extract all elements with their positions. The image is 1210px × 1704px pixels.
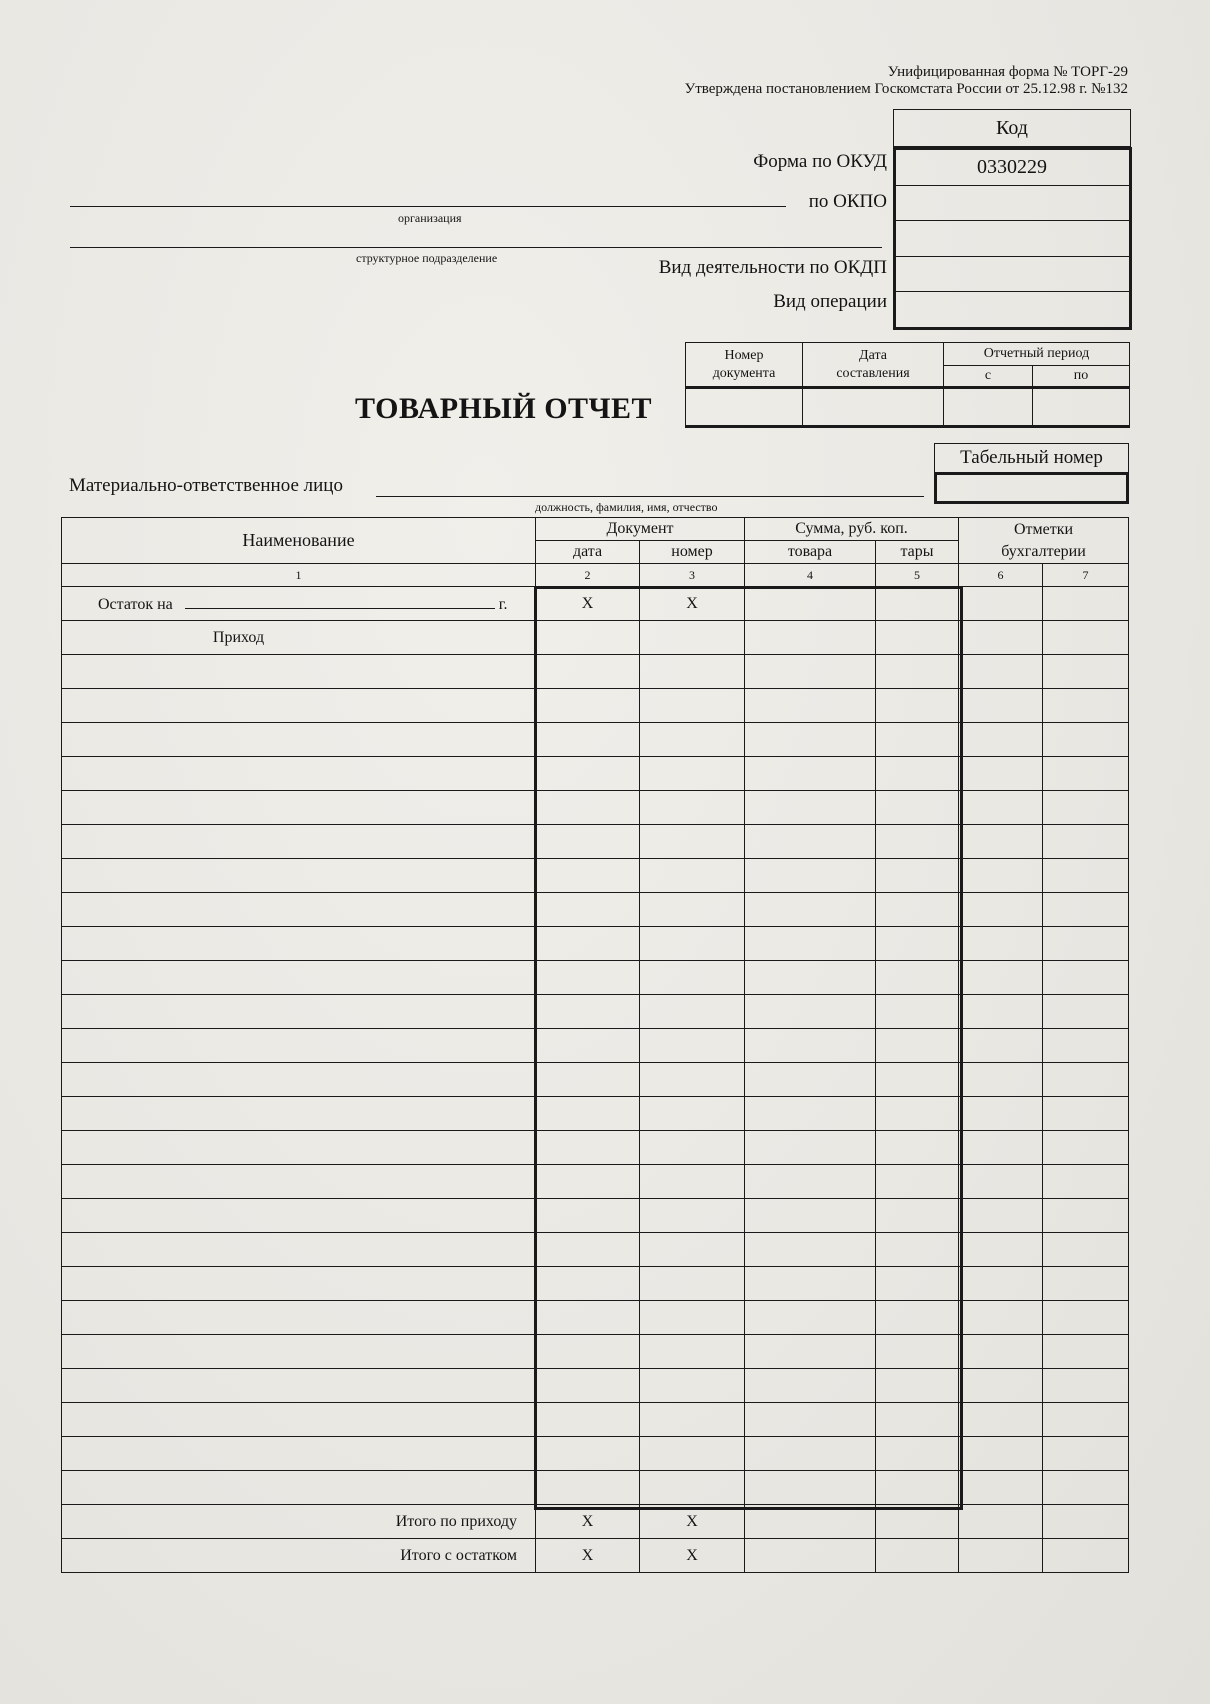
table-row <box>62 1335 1129 1369</box>
table-cell[interactable] <box>62 1267 536 1301</box>
table-row <box>62 859 1129 893</box>
table-cell[interactable] <box>640 689 745 723</box>
table-cell[interactable] <box>1043 1403 1129 1437</box>
tab-number-box <box>934 443 1129 504</box>
table-row <box>62 1369 1129 1403</box>
table-cell[interactable] <box>876 587 959 621</box>
table-row <box>62 723 1129 757</box>
table-cell[interactable] <box>1043 995 1129 1029</box>
table-cell[interactable] <box>62 1369 536 1403</box>
table-cell[interactable] <box>959 689 1043 723</box>
table-cell[interactable] <box>1043 927 1129 961</box>
responsible-label: Материально-ответственное лицо <box>69 475 343 496</box>
okud-label: Форма по ОКУД <box>753 151 887 172</box>
table-cell[interactable] <box>876 621 959 655</box>
table-cell[interactable] <box>640 859 745 893</box>
table-cell[interactable] <box>62 927 536 961</box>
table-cell[interactable] <box>536 1165 640 1199</box>
table-row <box>62 1131 1129 1165</box>
operation-label: Вид операции <box>773 291 887 312</box>
department-caption: структурное подразделение <box>356 251 498 265</box>
table-cell[interactable] <box>62 893 536 927</box>
table-cell[interactable] <box>536 1471 640 1505</box>
table-cell[interactable] <box>745 1437 876 1471</box>
table-cell[interactable] <box>1043 757 1129 791</box>
table-cell[interactable] <box>745 927 876 961</box>
table-cell[interactable] <box>959 1539 1043 1573</box>
table-cell[interactable] <box>536 995 640 1029</box>
table-cell[interactable] <box>640 893 745 927</box>
table-cell[interactable] <box>536 621 640 655</box>
table-cell[interactable] <box>62 1471 536 1505</box>
table-cell[interactable] <box>876 723 959 757</box>
table-cell[interactable] <box>876 1029 959 1063</box>
table-cell[interactable] <box>536 1403 640 1437</box>
table-cell[interactable] <box>959 961 1043 995</box>
column-number-row <box>62 564 1129 587</box>
table-cell[interactable] <box>745 1063 876 1097</box>
table-cell[interactable] <box>536 757 640 791</box>
table-cell[interactable] <box>536 1097 640 1131</box>
table-cell[interactable] <box>640 1165 745 1199</box>
table-row <box>62 1165 1129 1199</box>
table-cell[interactable] <box>640 1199 745 1233</box>
table-cell[interactable] <box>959 1505 1043 1539</box>
col-goods-header: товара <box>745 541 876 564</box>
table-cell[interactable] <box>959 791 1043 825</box>
table-cell[interactable] <box>62 825 536 859</box>
table-cell[interactable] <box>745 1029 876 1063</box>
col-document-header: Документ <box>536 518 745 541</box>
table-cell[interactable] <box>1043 723 1129 757</box>
table-cell[interactable] <box>745 1403 876 1437</box>
col-marks-header <box>959 518 1129 564</box>
balance-label: Остаток на <box>98 595 173 613</box>
document-info-box <box>685 342 1130 428</box>
table-cell[interactable] <box>876 757 959 791</box>
table-cell[interactable] <box>536 1369 640 1403</box>
table-cell[interactable] <box>876 655 959 689</box>
col-number-header: номер <box>640 541 745 564</box>
okdp-code-cell[interactable] <box>896 257 1129 293</box>
table-cell[interactable] <box>640 1029 745 1063</box>
table-cell[interactable] <box>745 723 876 757</box>
table-cell[interactable] <box>1043 1233 1129 1267</box>
table-cell[interactable] <box>876 961 959 995</box>
total-income-row <box>62 1505 1129 1539</box>
table-cell[interactable] <box>959 1233 1043 1267</box>
code-box <box>893 109 1131 329</box>
table-cell[interactable] <box>536 1063 640 1097</box>
table-cell[interactable] <box>640 621 745 655</box>
table-cell[interactable] <box>62 1165 536 1199</box>
table-cell[interactable] <box>536 961 640 995</box>
table-cell[interactable] <box>62 1199 536 1233</box>
doc-date-header <box>803 343 944 388</box>
table-row <box>62 1301 1129 1335</box>
table-cell[interactable] <box>536 1199 640 1233</box>
table-cell[interactable] <box>536 1267 640 1301</box>
table-cell[interactable] <box>876 1539 959 1573</box>
table-cell[interactable] <box>745 1505 876 1539</box>
okdp-label: Вид деятельности по ОКДП <box>658 257 887 278</box>
table-cell[interactable] <box>959 1097 1043 1131</box>
table-cell[interactable] <box>1043 1437 1129 1471</box>
table-cell[interactable] <box>876 1505 959 1539</box>
table-cell[interactable] <box>745 1097 876 1131</box>
table-row <box>62 961 1129 995</box>
form-approval-line: Утверждена постановлением Госкомстата России от 25.12.98 г. №132 <box>684 81 1128 97</box>
form-header <box>685 64 1128 98</box>
form-code-line: Унифицированная форма № ТОРГ-29 <box>887 64 1128 80</box>
table-cell[interactable] <box>1043 1131 1129 1165</box>
table-cell[interactable] <box>1043 1505 1129 1539</box>
table-cell[interactable] <box>959 1029 1043 1063</box>
table-cell[interactable] <box>1043 961 1129 995</box>
table-row <box>62 1267 1129 1301</box>
table-cell[interactable] <box>876 1301 959 1335</box>
table-cell[interactable] <box>745 587 876 621</box>
table-cell[interactable] <box>1043 1369 1129 1403</box>
table-cell[interactable] <box>62 1233 536 1267</box>
tab-number-field[interactable] <box>934 472 1129 504</box>
table-cell[interactable] <box>62 1301 536 1335</box>
table-cell[interactable] <box>959 995 1043 1029</box>
table-cell[interactable] <box>1043 689 1129 723</box>
table-cell[interactable] <box>876 1471 959 1505</box>
total-with-balance-row <box>62 1539 1129 1573</box>
table-cell[interactable] <box>876 1437 959 1471</box>
table-cell[interactable] <box>745 1131 876 1165</box>
table-cell[interactable] <box>959 1267 1043 1301</box>
table-cell[interactable] <box>745 1233 876 1267</box>
period-from-header: с <box>944 366 1033 388</box>
period-header: Отчетный период <box>944 343 1130 366</box>
table-row <box>62 689 1129 723</box>
table-cell[interactable] <box>745 1335 876 1369</box>
table-cell[interactable] <box>745 1301 876 1335</box>
table-cell[interactable] <box>536 1131 640 1165</box>
x-mark: X <box>640 587 745 621</box>
table-cell[interactable] <box>1043 621 1129 655</box>
table-cell[interactable] <box>1043 1301 1129 1335</box>
table-cell[interactable] <box>62 1403 536 1437</box>
col-num: 7 <box>1043 564 1129 587</box>
table-cell[interactable] <box>745 995 876 1029</box>
table-row <box>62 995 1129 1029</box>
table-row <box>62 1029 1129 1063</box>
okud-code-cell[interactable]: 0330229 <box>896 150 1129 186</box>
table-cell[interactable] <box>959 757 1043 791</box>
table-cell[interactable] <box>62 1335 536 1369</box>
income-label-text: Приход <box>212 628 265 646</box>
table-cell[interactable] <box>745 791 876 825</box>
table-cell[interactable] <box>536 689 640 723</box>
table-row <box>62 1199 1129 1233</box>
table-row <box>62 655 1129 689</box>
table-cell[interactable] <box>959 1199 1043 1233</box>
table-cell[interactable] <box>745 859 876 893</box>
table-cell[interactable] <box>876 1063 959 1097</box>
table-cell[interactable] <box>959 1063 1043 1097</box>
income-header-row <box>62 621 1129 655</box>
table-cell[interactable] <box>1043 859 1129 893</box>
doc-date-header-l2: составления <box>836 365 910 381</box>
table-cell[interactable] <box>536 1335 640 1369</box>
doc-date-header-l1: Дата <box>859 347 887 363</box>
col-name-header: Наименование <box>62 518 536 564</box>
table-cell[interactable] <box>876 1267 959 1301</box>
table-cell[interactable] <box>959 825 1043 859</box>
table-cell[interactable] <box>536 791 640 825</box>
table-row <box>62 825 1129 859</box>
table-cell[interactable] <box>876 1233 959 1267</box>
table-cell[interactable] <box>959 587 1043 621</box>
department-line[interactable] <box>70 247 882 248</box>
table-cell[interactable] <box>745 893 876 927</box>
balance-row <box>62 587 1129 621</box>
table-cell[interactable] <box>640 927 745 961</box>
doc-number-header-l1: Номер <box>724 347 764 363</box>
table-row <box>62 1097 1129 1131</box>
table-cell[interactable] <box>640 757 745 791</box>
x-mark: X <box>640 1539 745 1573</box>
table-cell[interactable] <box>640 961 745 995</box>
col-num: 5 <box>876 564 959 587</box>
tab-number-label: Табельный номер <box>934 443 1129 472</box>
goods-report-table <box>61 517 1128 1573</box>
doc-number-header <box>686 343 803 388</box>
col-num: 3 <box>640 564 745 587</box>
table-cell[interactable] <box>959 1437 1043 1471</box>
table-cell[interactable] <box>62 757 536 791</box>
col-num: 6 <box>959 564 1043 587</box>
table-cell[interactable] <box>62 1063 536 1097</box>
table-cell[interactable] <box>1043 1471 1129 1505</box>
table-row <box>62 1063 1129 1097</box>
period-from-field[interactable] <box>944 388 1033 427</box>
table-cell[interactable] <box>640 791 745 825</box>
table-cell[interactable] <box>640 1301 745 1335</box>
table-cell[interactable] <box>959 1369 1043 1403</box>
table-cell[interactable] <box>640 1097 745 1131</box>
table-cell[interactable] <box>745 689 876 723</box>
table-cell[interactable] <box>876 1131 959 1165</box>
table-cell[interactable] <box>640 655 745 689</box>
table-cell[interactable] <box>745 1369 876 1403</box>
table-cell[interactable] <box>745 1539 876 1573</box>
table-cell[interactable] <box>640 1403 745 1437</box>
table-cell[interactable] <box>959 1403 1043 1437</box>
table-cell[interactable] <box>536 927 640 961</box>
col-date-header: дата <box>536 541 640 564</box>
table-cell[interactable] <box>62 995 536 1029</box>
x-mark: X <box>536 1505 640 1539</box>
balance-year-suffix: г. <box>498 595 508 613</box>
table-cell[interactable] <box>745 1165 876 1199</box>
table-row <box>62 791 1129 825</box>
income-label <box>62 621 536 655</box>
table-cell[interactable] <box>876 859 959 893</box>
col-num: 1 <box>62 564 536 587</box>
table-cell[interactable] <box>876 791 959 825</box>
okpo-code-cell-b[interactable] <box>896 221 1129 257</box>
table-cell[interactable] <box>536 859 640 893</box>
table-cell[interactable] <box>62 655 536 689</box>
table-cell[interactable] <box>1043 825 1129 859</box>
okpo-code-cell-a[interactable] <box>896 186 1129 222</box>
table-cell[interactable] <box>1043 791 1129 825</box>
table-cell[interactable] <box>536 1233 640 1267</box>
table-cell[interactable] <box>745 757 876 791</box>
table-cell[interactable] <box>1043 893 1129 927</box>
table-cell[interactable] <box>536 825 640 859</box>
table-cell[interactable] <box>1043 1029 1129 1063</box>
table-cell[interactable] <box>959 893 1043 927</box>
table-cell[interactable] <box>640 1437 745 1471</box>
x-mark: X <box>536 587 640 621</box>
table-cell[interactable] <box>640 723 745 757</box>
period-to-header: по <box>1033 366 1130 388</box>
table-cell[interactable] <box>640 825 745 859</box>
table-cell[interactable] <box>62 723 536 757</box>
table-cell[interactable] <box>959 621 1043 655</box>
code-head: Код <box>894 110 1130 147</box>
col-tare-header: тары <box>876 541 959 564</box>
table-cell[interactable] <box>876 995 959 1029</box>
table-cell[interactable] <box>959 1165 1043 1199</box>
table-cell[interactable] <box>640 1131 745 1165</box>
table-cell[interactable] <box>62 859 536 893</box>
table-cell[interactable] <box>640 995 745 1029</box>
table-cell[interactable] <box>1043 587 1129 621</box>
table-cell[interactable] <box>959 1301 1043 1335</box>
total-with-balance-label: Итого с остатком <box>62 1539 536 1573</box>
table-cell[interactable] <box>876 689 959 723</box>
okpo-label: по ОКПО <box>808 191 887 212</box>
table-cell[interactable] <box>1043 1267 1129 1301</box>
table-cell[interactable] <box>1043 1097 1129 1131</box>
table-cell[interactable] <box>745 1199 876 1233</box>
table-cell[interactable] <box>745 961 876 995</box>
table-cell[interactable] <box>959 1131 1043 1165</box>
table-cell[interactable] <box>959 723 1043 757</box>
table-cell[interactable] <box>1043 1063 1129 1097</box>
col-num: 2 <box>536 564 640 587</box>
table-cell[interactable] <box>876 927 959 961</box>
table-cell[interactable] <box>62 1097 536 1131</box>
code-cells <box>893 147 1132 330</box>
table-cell[interactable] <box>640 1063 745 1097</box>
responsible-line[interactable] <box>376 496 924 497</box>
table-cell[interactable] <box>62 791 536 825</box>
table-row <box>62 893 1129 927</box>
table-row <box>62 1471 1129 1505</box>
col-marks-header-l1: Отметки <box>1013 520 1074 538</box>
table-cell[interactable] <box>62 1131 536 1165</box>
operation-code-cell[interactable] <box>896 292 1129 327</box>
doc-date-field[interactable] <box>803 388 944 427</box>
table-row <box>62 1403 1129 1437</box>
total-income-label: Итого по приходу <box>62 1505 536 1539</box>
table-cell[interactable] <box>1043 655 1129 689</box>
table-cell[interactable] <box>876 1335 959 1369</box>
table-cell[interactable] <box>876 1369 959 1403</box>
table-cell[interactable] <box>876 1199 959 1233</box>
table-cell[interactable] <box>62 689 536 723</box>
table-row <box>62 1233 1129 1267</box>
table-cell[interactable] <box>876 825 959 859</box>
period-to-field[interactable] <box>1033 388 1130 427</box>
table-cell[interactable] <box>536 1029 640 1063</box>
table-cell[interactable] <box>959 655 1043 689</box>
col-num: 4 <box>745 564 876 587</box>
table-row <box>62 927 1129 961</box>
table-cell[interactable] <box>745 655 876 689</box>
table-cell[interactable] <box>876 1097 959 1131</box>
table-row <box>62 757 1129 791</box>
table-cell[interactable] <box>640 1335 745 1369</box>
table-cell[interactable] <box>745 621 876 655</box>
table-cell[interactable] <box>745 1471 876 1505</box>
table-cell[interactable] <box>959 1471 1043 1505</box>
table-cell[interactable] <box>876 1403 959 1437</box>
table-cell[interactable] <box>1043 1165 1129 1199</box>
document-title: ТОВАРНЫЙ ОТЧЕТ <box>355 392 653 425</box>
table-cell[interactable] <box>536 1437 640 1471</box>
table-cell[interactable] <box>876 893 959 927</box>
col-sum-header: Сумма, руб. коп. <box>745 518 959 541</box>
table-cell[interactable] <box>536 655 640 689</box>
table-cell[interactable] <box>745 1267 876 1301</box>
col-marks-header-l2: бухгалтерии <box>1001 542 1086 560</box>
table-row <box>62 1437 1129 1471</box>
balance-cell <box>62 587 536 621</box>
doc-number-field[interactable] <box>686 388 803 427</box>
table-cell[interactable] <box>640 1233 745 1267</box>
table-cell[interactable] <box>640 1369 745 1403</box>
table-cell[interactable] <box>1043 1199 1129 1233</box>
doc-number-header-l2: документа <box>712 365 776 381</box>
organization-caption: организация <box>398 211 462 225</box>
table-cell[interactable] <box>876 1165 959 1199</box>
x-mark: X <box>536 1539 640 1573</box>
table-cell[interactable] <box>745 825 876 859</box>
table-cell[interactable] <box>536 1301 640 1335</box>
table-cell[interactable] <box>959 1335 1043 1369</box>
table-cell[interactable] <box>959 927 1043 961</box>
x-mark: X <box>640 1505 745 1539</box>
balance-date-line[interactable] <box>185 594 495 609</box>
table-cell[interactable] <box>536 893 640 927</box>
table-cell[interactable] <box>62 1437 536 1471</box>
table-cell[interactable] <box>959 859 1043 893</box>
table-cell[interactable] <box>62 961 536 995</box>
organization-line[interactable] <box>70 206 786 207</box>
table-cell[interactable] <box>62 1029 536 1063</box>
table-cell[interactable] <box>640 1471 745 1505</box>
table-cell[interactable] <box>1043 1539 1129 1573</box>
table-cell[interactable] <box>1043 1335 1129 1369</box>
table-cell[interactable] <box>536 723 640 757</box>
responsible-caption: должность, фамилия, имя, отчество <box>535 500 718 514</box>
table-cell[interactable] <box>640 1267 745 1301</box>
